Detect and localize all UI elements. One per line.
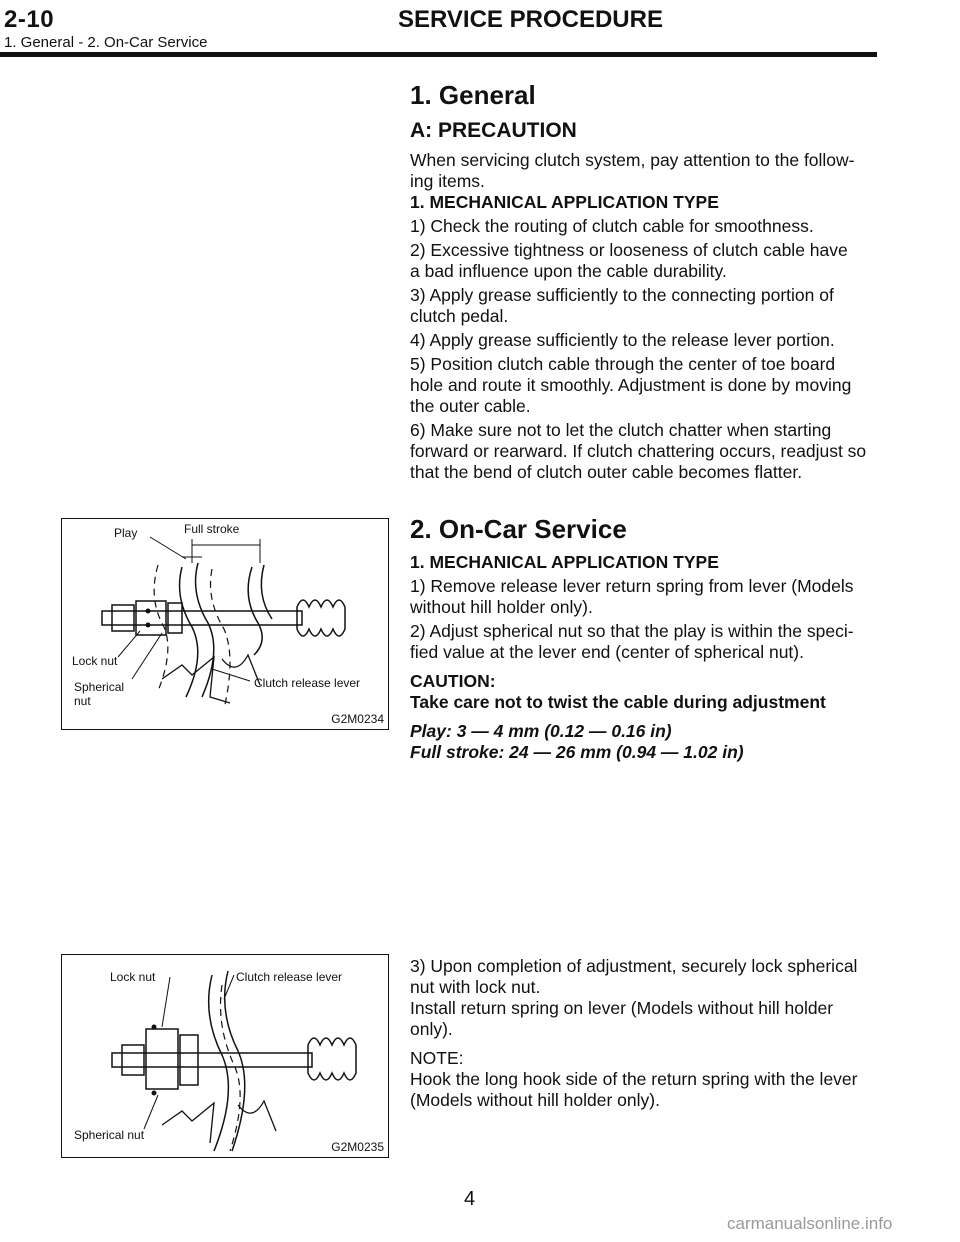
text-line: Install return spring on lever (Models without hill holder <box>410 998 834 1018</box>
spec-play: Play: 3 — 4 mm (0.12 — 0.16 in) <box>410 721 672 741</box>
breadcrumb: 1. General - 2. On-Car Service <box>4 34 208 51</box>
text-line: only). <box>410 1019 453 1039</box>
text-line: (Models without hill holder only). <box>410 1090 660 1110</box>
text-line: Hook the long hook side of the return spring with the lever <box>410 1069 858 1089</box>
text-line: that the bend of clutch outer cable becomes flatter. <box>410 462 803 482</box>
text-line: nut with lock nut. <box>410 977 541 997</box>
label-play: Play <box>114 526 138 540</box>
text-line: 4) Apply grease sufficiently to the release lever portion. <box>410 330 835 350</box>
page-title: SERVICE PROCEDURE <box>398 6 663 33</box>
text-line: 3) Apply grease sufficiently to the connecting portion of <box>410 285 834 305</box>
type-heading: 1. MECHANICAL APPLICATION TYPE <box>410 552 719 572</box>
label-release-lever: Clutch release lever <box>254 676 361 690</box>
oncar-heading: 2. On-Car Service <box>410 514 627 544</box>
label-nut: nut <box>74 694 91 708</box>
text-line: clutch pedal. <box>410 306 509 326</box>
text-line: the outer cable. <box>410 396 531 416</box>
text-line: 6) Make sure not to let the clutch chatter when starting <box>410 420 832 440</box>
caution-text: Take care not to twist the cable during adjustment <box>410 692 826 712</box>
spec-full-stroke: Full stroke: 24 — 26 mm (0.94 — 1.02 in) <box>410 742 744 762</box>
header-rule <box>0 52 877 57</box>
figure-id: G2M0235 <box>331 1140 384 1154</box>
text-line: 2) Excessive tightness or looseness of clutch cable have <box>410 240 848 260</box>
text-line: hole and route it smoothly. Adjustment is done by moving <box>410 375 852 395</box>
section-number: 2-10 <box>4 6 55 33</box>
label-lock-nut: Lock nut <box>72 654 118 668</box>
text-line: 1) Check the routing of clutch cable for smoothness. <box>410 216 814 236</box>
general-heading: 1. General <box>410 80 536 110</box>
text-line: When servicing clutch system, pay attention to the follow- <box>410 150 855 170</box>
label-full-stroke: Full stroke <box>184 522 240 536</box>
type-heading: 1. MECHANICAL APPLICATION TYPE <box>410 192 719 212</box>
figure-g2m0234 <box>61 518 389 730</box>
note-label: NOTE: <box>410 1048 464 1068</box>
text-line: 2) Adjust spherical nut so that the play is within the speci- <box>410 621 854 641</box>
lock-nut-diagram <box>62 955 388 1157</box>
figure-id: G2M0234 <box>331 712 384 726</box>
text-line: 5) Position clutch cable through the center of toe board <box>410 354 836 374</box>
text-line: a bad influence upon the cable durability. <box>410 261 727 281</box>
clutch-adjustment-diagram <box>62 519 388 729</box>
watermark: carmanualsonline.info <box>727 1214 893 1233</box>
label-spherical-nut: Spherical nut <box>74 1128 145 1142</box>
general-section <box>410 80 880 486</box>
precaution-heading: A: PRECAUTION <box>410 119 577 142</box>
oncar-continued <box>410 956 880 1111</box>
oncar-section <box>410 514 880 766</box>
text-line: forward or rearward. If clutch chattering occurs, readjust so <box>410 441 867 461</box>
text-line: 3) Upon completion of adjustment, securely lock spherical <box>410 956 858 976</box>
page-number: 4 <box>464 1188 476 1210</box>
text-line: ing items. <box>410 171 485 191</box>
label-lock-nut: Lock nut <box>110 970 156 984</box>
text-line: 1) Remove release lever return spring from lever (Models <box>410 576 854 596</box>
label-spherical: Spherical <box>74 680 125 694</box>
figure-g2m0235 <box>61 954 389 1158</box>
label-release-lever: Clutch release lever <box>236 970 343 984</box>
text-line: without hill holder only). <box>410 597 593 617</box>
caution-label: CAUTION: <box>410 671 496 691</box>
text-line: fied value at the lever end (center of spherical nut). <box>410 642 804 662</box>
